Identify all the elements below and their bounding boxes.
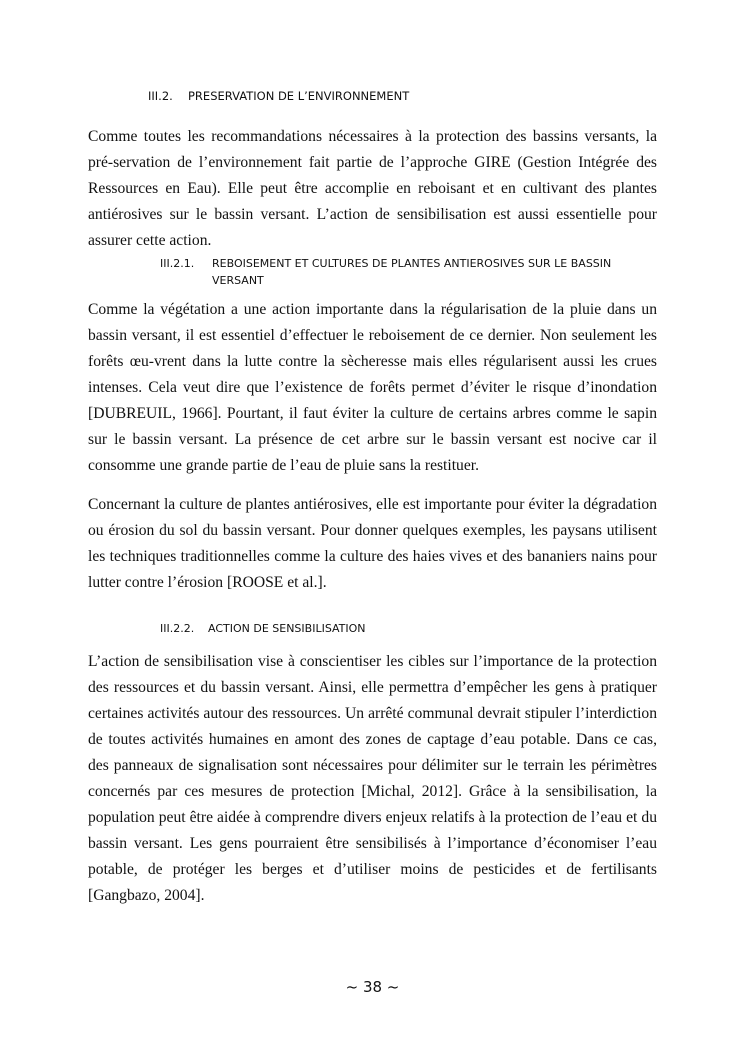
reboisement-paragraph: Comme la végétation a une action importante dans la régularisation de la pluie dans un bassin versant, il est essentiel d’effectuer le reboisement de ce dernier. Non seulement les forêts œu-vrent dans la lutte contre la sècheresse mais elles régularisent aussi les crues intenses. Cela veut dire que l’existence de forêts permet d’éviter le risque d’inondation [DUBREUIL, 1966]. Pourtant, il faut éviter la culture de certains arbres comme le sapin sur le bassin versant. La présence de cet arbre sur le bassin versant est nocive car il consomme une grande partie de l’eau de pluie sans la restituer. — [88, 301, 657, 474]
subsection-number: III.2.2. — [160, 622, 195, 635]
subsection-title: ACTION DE SENSIBILISATION — [208, 622, 366, 635]
page-number: ~ 38 ~ — [345, 978, 400, 996]
section-intro-paragraph: Comme toutes les recommandations nécessaires à la protection des bassins versants, la pré-servation de l’environnement fait partie de l’approche GIRE (Gestion Intégrée des Ressources en Eau). Elle peut être accomplie en reboisant et en cultivant des plantes antiérosives sur le bassin versant. L’action de sensibilisation est aussi essentielle pour assurer cette action. — [88, 128, 657, 249]
subsection-number: III.2.1. — [160, 257, 195, 270]
subsection-title: REBOISEMENT ET CULTURES DE PLANTES ANTIEROSIVES SUR LE BASSIN VERSANT — [212, 257, 612, 287]
sensibilisation-paragraph: L’action de sensibilisation vise à conscientiser les cibles sur l’importance de la protection des ressources et du bassin versant. Ainsi, elle permettra d’empêcher les gens à pratiquer certaines activités autour des ressources. Un arrêté communal devrait stipuler l’interdiction de toutes activités humaines en amont des zones de captage d’eau potable. Dans ce cas, des panneaux de signalisation sont nécessaires pour délimiter sur le terrain les périmètres concernés par ces mesures de protection [Michal, 2012]. Grâce à la sensibilisation, la population peut être aidée à comprendre divers enjeux relatifs à la protection de l’eau et du bassin versant. Les gens pourraient être sensibilisés à l’importance d’économiser l’eau potable, de protéger les berges et d’utiliser moins de pesticides et de fertilisants [Gangbazo, 2004]. — [88, 653, 657, 904]
section-number: III.2. — [148, 89, 173, 103]
subsection-heading-reboisement — [160, 255, 660, 289]
section-heading — [148, 89, 409, 103]
section-title: PRESERVATION DE L’ENVIRONNEMENT — [188, 89, 410, 103]
subsection-heading-sensibilisation — [160, 622, 366, 635]
plantes-antierosives-paragraph: Concernant la culture de plantes antiérosives, elle est importante pour éviter la dégradation ou érosion du sol du bassin versant. Pour donner quelques exemples, les paysans utilisent les techniques traditionnelles comme la culture des haies vives et des bananiers nains pour lutter contre l’érosion [ROOSE et al.]. — [88, 496, 657, 591]
